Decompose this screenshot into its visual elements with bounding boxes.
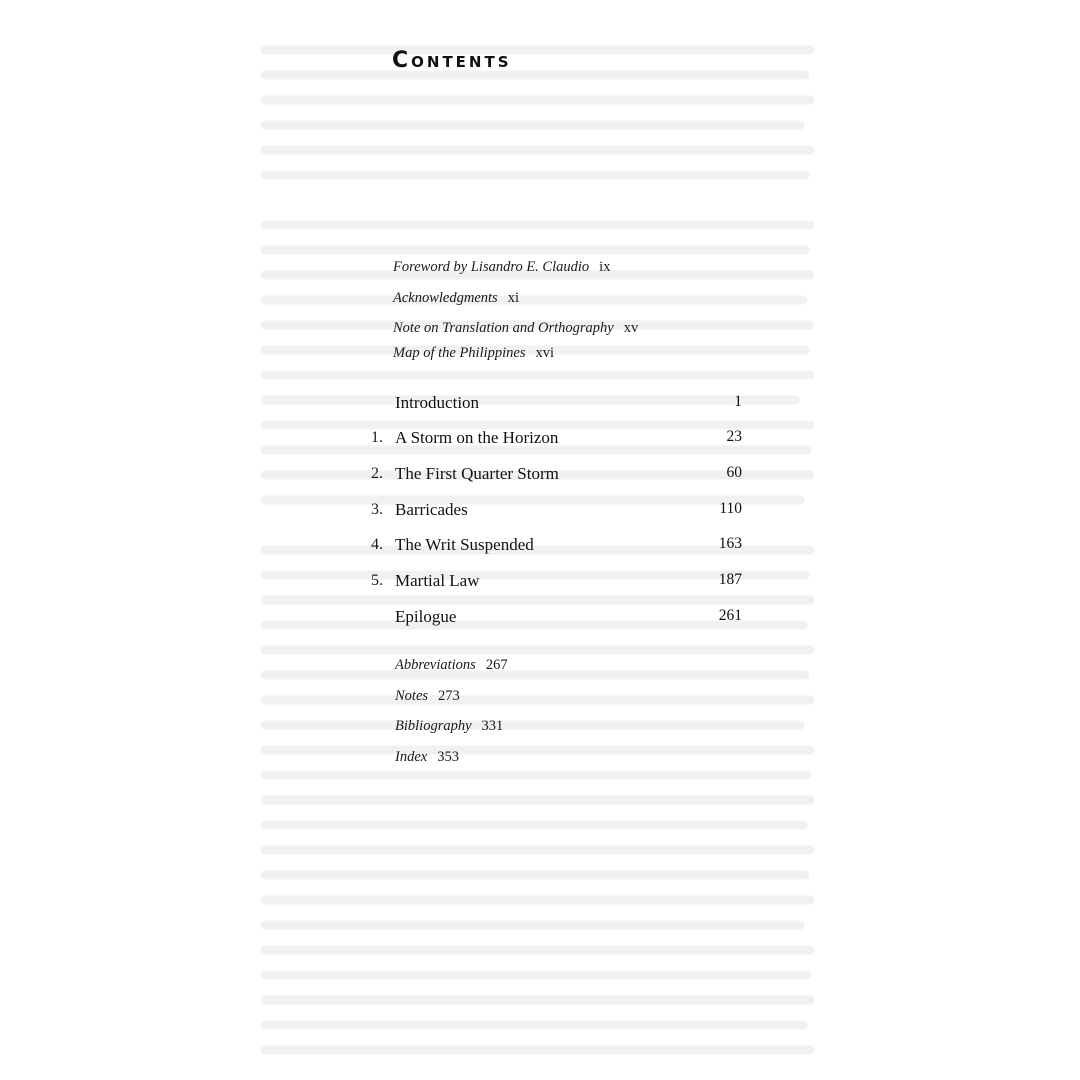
toc-entry-note-on-translation[interactable]	[393, 320, 638, 337]
toc-entry-page: ix	[599, 259, 611, 275]
toc-chapter-number: 2.	[371, 465, 383, 482]
toc-entry-page: xi	[507, 290, 519, 306]
toc-entry-label: Foreword by Lisandro E. Claudio	[393, 259, 590, 275]
toc-entry-label: Map of the Philippines	[393, 345, 526, 361]
page-title: Contents	[392, 48, 512, 73]
toc-chapter-number: 1.	[371, 429, 383, 446]
toc-chapter-title: A Storm on the Horizon	[395, 428, 559, 447]
toc-chapter-page: 1	[734, 393, 742, 410]
toc-entry-label: Abbreviations	[395, 657, 476, 673]
toc-entry-page: 353	[437, 749, 459, 765]
toc-entry-page: xv	[623, 320, 639, 336]
toc-chapter-title: Martial Law	[395, 571, 480, 590]
toc-entry-label: Bibliography	[395, 718, 472, 734]
toc-chapter-number: 5.	[371, 572, 383, 589]
toc-entry-index[interactable]	[395, 749, 459, 766]
toc-entry-abbreviations[interactable]	[395, 657, 508, 674]
toc-entry-label: Notes	[395, 688, 429, 704]
toc-entry-notes[interactable]	[395, 688, 460, 705]
toc-entry-map[interactable]	[393, 345, 554, 362]
toc-entry-label: Note on Translation and Orthography	[393, 320, 614, 336]
toc-chapter-page: 261	[718, 607, 742, 624]
toc-entry-foreword[interactable]	[393, 259, 610, 276]
toc-chapter-number: 3.	[371, 501, 383, 518]
toc-entry-page: 331	[481, 718, 504, 734]
toc-entry-bibliography[interactable]	[395, 718, 503, 735]
toc-entry-acknowledgments[interactable]	[393, 290, 519, 307]
toc-entry-page: xvi	[535, 345, 555, 361]
toc-entry-page: 273	[438, 688, 460, 704]
toc-chapter-page: 163	[718, 535, 742, 552]
toc-chapter-page: 23	[726, 428, 742, 445]
toc-chapter-page: 187	[718, 571, 742, 588]
toc-entry-label: Acknowledgments	[393, 290, 498, 306]
toc-chapter-title: Barricades	[395, 500, 468, 519]
toc-entry-page: 267	[485, 657, 508, 673]
toc-entry-label: Index	[395, 749, 428, 765]
toc-chapter-title: The Writ Suspended	[395, 535, 534, 554]
toc-chapter-title: The First Quarter Storm	[395, 464, 559, 483]
toc-chapter-title: Epilogue	[395, 607, 457, 626]
toc-chapter-title: Introduction	[395, 393, 480, 412]
toc-chapter-page: 110	[719, 500, 742, 517]
toc-chapter-number: 4.	[371, 536, 383, 553]
toc-chapter-page: 60	[726, 464, 742, 481]
